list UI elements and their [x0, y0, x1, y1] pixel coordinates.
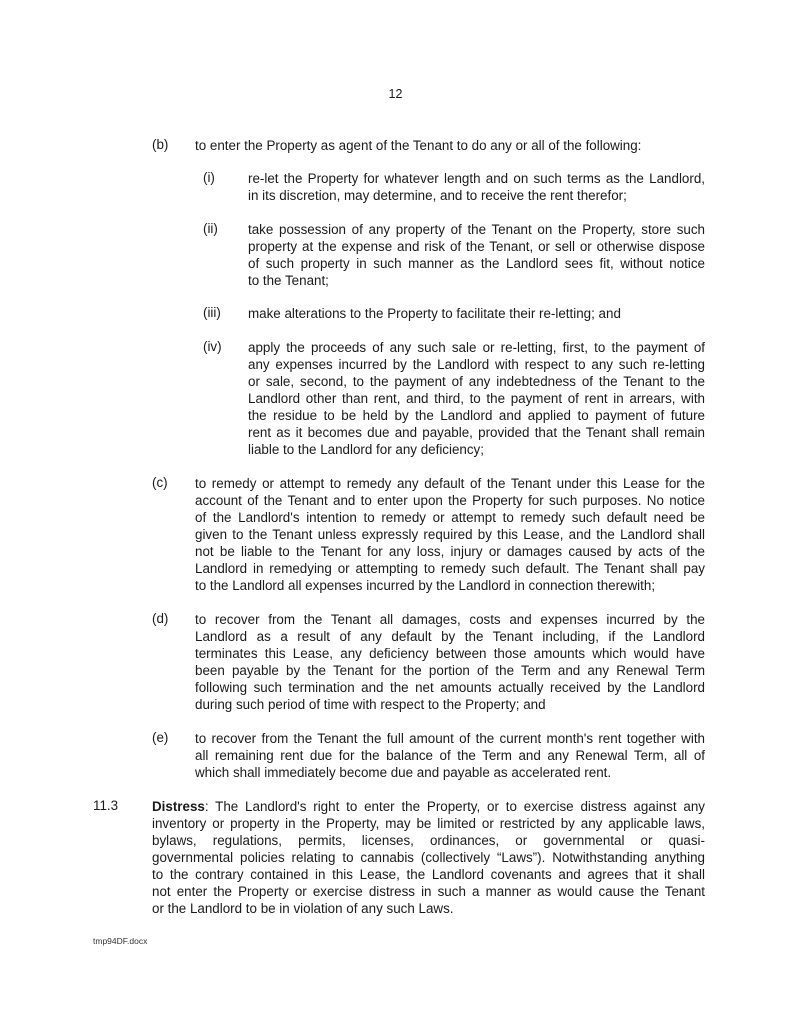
clause-iv: [203, 339, 705, 458]
clause-label: (d): [152, 611, 169, 626]
text-line: Landlord other than rent, and third, to the payment of rent in arrears, with: [248, 391, 705, 406]
text-line: to recover from the Tenant all damages, costs and expenses incurred by the: [195, 612, 705, 627]
text-line: to recover from the Tenant the full amount of the current month's rent together with: [195, 731, 705, 746]
section-heading: Distress: [152, 799, 205, 814]
text-line: rent as it becomes due and payable, provided that the Tenant shall remain: [248, 425, 705, 440]
text-line: or sale, second, to the payment of any indebtedness of the Tenant to the: [248, 374, 705, 389]
text-line: inventory or property in the Property, may be limited or restricted by any applicable laws,: [152, 816, 705, 831]
text-line: liable to the Landlord for any deficiency;: [248, 442, 484, 457]
clause-text: [195, 730, 705, 781]
text-line: Landlord as a result of any default by the Tenant including, if the Landlord: [195, 629, 705, 644]
text-line: governmental policies relating to cannabis (collectively “Laws”). Notwithstanding anything: [152, 850, 705, 865]
text-line: of the Landlord's intention to remedy or attempt to remedy such default need be: [195, 510, 705, 525]
clause-label: (iii): [203, 305, 221, 320]
clause-iii: [203, 305, 705, 322]
clause-label: (c): [152, 475, 168, 490]
text-line: to the Tenant;: [248, 273, 329, 288]
text-line: following such termination and the net amounts actually received by the Landlord: [195, 680, 705, 695]
text-line: to the contrary contained in this Lease, the Landlord covenants and agrees that it shall: [152, 867, 705, 882]
text-line: Landlord in remedying or attempting to remedy such default. The Tenant shall pay: [195, 561, 705, 576]
text-line: take possession of any property of the Tenant on the Property, store such: [248, 222, 705, 237]
text-line: bylaws, regulations, permits, licenses, ordinances, or governmental or quasi-: [152, 833, 705, 848]
clause-text: [195, 611, 705, 713]
clause-e: [152, 730, 705, 781]
text-line: to the Landlord all expenses incurred by the Landlord in connection therewith;: [195, 578, 656, 593]
text-line: not be liable to the Tenant for any loss, injury or damages caused by acts of the: [195, 544, 705, 559]
text-line: make alterations to the Property to facilitate their re-letting; and: [248, 306, 621, 321]
clause-text: [195, 137, 705, 154]
clause-label: (e): [152, 730, 169, 745]
text-line: any expenses incurred by the Landlord with respect to any such re-letting: [248, 357, 705, 372]
text-line: the residue to be held by the Landlord and applied to payment of future: [248, 408, 705, 423]
text-line: which shall immediately become due and payable as accelerated rent.: [195, 765, 612, 780]
text-line: [152, 798, 705, 815]
clause-b: [152, 137, 705, 154]
text-line: during such period of time with respect to the Property; and: [195, 697, 546, 712]
text-line: or the Landlord to be in violation of any such Laws.: [152, 901, 454, 916]
clause-label: (ii): [203, 221, 218, 236]
clause-text: [248, 339, 705, 458]
clause-label: (b): [152, 137, 169, 152]
text-line: to enter the Property as agent of the Tenant to do any or all of the following:: [195, 138, 642, 153]
text-line: in its discretion, may determine, and to receive the rent therefor;: [248, 188, 627, 203]
section-text: [152, 798, 705, 917]
clause-text: [195, 475, 705, 594]
clause-i: [203, 170, 705, 204]
text-line: given to the Tenant unless expressly required by this Lease, and the Landlord shall: [195, 527, 705, 542]
text-line: not enter the Property or exercise distress in such a manner as would cause the Tenant: [152, 884, 705, 899]
footer-filename: tmp94DF.docx: [93, 936, 148, 946]
clause-text: [248, 170, 705, 204]
text-line: re-let the Property for whatever length and on such terms as the Landlord,: [248, 171, 705, 186]
text-line: account of the Tenant and to enter upon the Property for such purposes. No notice: [195, 493, 705, 508]
clause-label: (i): [203, 170, 215, 185]
text-line: apply the proceeds of any such sale or re-letting, first, to the payment of: [248, 340, 705, 355]
clause-text: [248, 221, 705, 289]
clause-ii: [203, 221, 705, 289]
text-line: of such property in such manner as the Landlord sees fit, without notice: [248, 256, 705, 271]
text-line: been payable by the Tenant for the portion of the Term and any Renewal Term: [195, 663, 705, 678]
text-line: to remedy or attempt to remedy any default of the Tenant under this Lease for the: [195, 476, 705, 491]
clause-d: [152, 611, 705, 713]
page-number: 12: [388, 87, 403, 101]
clause-c: [152, 475, 705, 594]
section-11-3: [93, 798, 705, 917]
clause-label: (iv): [203, 339, 222, 354]
text-line: property at the expense and risk of the Tenant, or sell or otherwise dispose: [248, 239, 705, 254]
clause-text: [248, 305, 705, 322]
section-number: 11.3: [93, 798, 119, 813]
text-line: all remaining rent due for the balance of the Term and any Renewal Term, all of: [195, 748, 705, 763]
text-span: : The Landlord's right to enter the Property, or to exercise distress against any: [204, 799, 705, 814]
text-line: terminates this Lease, any deficiency between those amounts which would have: [195, 646, 705, 661]
